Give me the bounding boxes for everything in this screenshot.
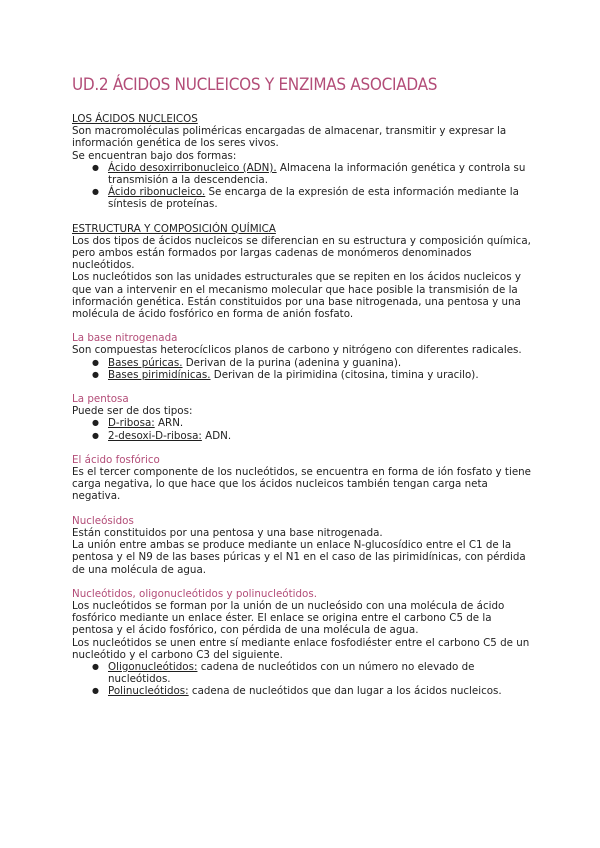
subheading-acido-fosforico: El ácido fosfórico xyxy=(72,453,160,466)
list-item xyxy=(92,685,532,697)
list-text: cadena de nucleótidos con un número no elevado de nucleótidos. xyxy=(108,660,475,686)
paragraph: Los dos tipos de ácidos nucleicos se diferencian en su estructura y composición química, pero ambos están formados por largas cadenas de monómeros denominados nucleótidos. xyxy=(72,234,531,272)
paragraph: Son macromoléculas poliméricas encargadas de almacenar, transmitir y expresar la información genética de los seres vivos. xyxy=(72,125,507,150)
paragraph: Los nucleótidos se unen entre sí mediante enlace fosfodiéster entre el carbono C5 de un nucleótido y el carbono C3 del siguiente. xyxy=(72,636,530,661)
paragraph: Puede ser de dos tipos: xyxy=(72,405,193,418)
list-text: Derivan de la pirimidina (citosina, timina y uracilo). xyxy=(210,368,479,381)
list-term: Bases púricas. xyxy=(108,356,183,369)
bullet-list xyxy=(72,357,532,381)
list-text: ARN. xyxy=(154,417,184,430)
list-term: Polinucleótidos: xyxy=(108,685,189,698)
document-body xyxy=(72,113,532,698)
bullet-list xyxy=(72,417,532,441)
list-term: Bases pirimidínicas. xyxy=(108,368,211,381)
list-text: cadena de nucleótidos que dan lugar a los ácidos nucleicos. xyxy=(188,685,502,698)
list-item xyxy=(92,661,532,685)
paragraph: Es el tercer componente de los nucleótidos, se encuentra en forma de ión fosfato y tiene carga negativa, lo que hace que los ácidos nucleicos también tengan carga neta negativa. xyxy=(72,466,532,503)
list-term: D-ribosa: xyxy=(108,417,155,430)
bullet-list xyxy=(72,162,532,211)
bullet-list xyxy=(72,661,532,698)
subheading-base-nitrogenada: La base nitrogenada xyxy=(72,332,178,345)
list-item xyxy=(92,357,532,369)
list-term: Oligonucleótidos: xyxy=(108,660,198,673)
list-text: Derivan de la purina (adenina y guanina). xyxy=(182,356,402,369)
subheading-nucleotidos: Nucleótidos, oligonucleótidos y polinucleótidos. xyxy=(72,587,317,600)
list-text: Almacena la información genética y controla su transmisión a la descendencia. xyxy=(108,161,526,187)
list-term: 2-desoxi-D-ribosa: xyxy=(108,429,202,442)
list-term: Ácido desoxirribonucleico (ADN). xyxy=(108,161,277,174)
list-text: ADN. xyxy=(201,429,232,442)
section-heading-acidos-nucleicos: LOS ÁCIDOS NUCLEICOS xyxy=(72,113,198,125)
list-term: Ácido ribonucleico. xyxy=(108,186,206,199)
list-item xyxy=(92,186,532,210)
list-item xyxy=(92,417,532,429)
paragraph: Los nucleótidos son las unidades estructurales que se repiten en los ácidos nucleicos y que van a intervenir en el mecanismo molecular que hace posible la transmisión de la información genética. Están constituidos por una base nitrogenada, una pentosa y una molécula de ácido fosfórico en forma de anión fosfato. xyxy=(72,271,521,321)
list-item xyxy=(92,369,532,381)
subheading-pentosa: La pentosa xyxy=(72,393,129,406)
paragraph: Se encuentran bajo dos formas: xyxy=(72,149,237,162)
section-heading-estructura: ESTRUCTURA Y COMPOSICIÓN QUÍMICA xyxy=(72,222,276,235)
paragraph: La unión entre ambas se produce mediante un enlace N-glucosídico entre el C1 de la pentosa y el N9 de las bases púricas y el N1 en el caso de las pirimidínicas, con pérdida de una molécula de agua. xyxy=(72,539,526,576)
list-item xyxy=(92,430,532,442)
page-title: UD.2 ÁCIDOS NUCLEICOS Y ENZIMAS ASOCIADAS xyxy=(72,75,438,95)
paragraph: Los nucleótidos se forman por la unión de un nucleósido con una molécula de ácido fosfórico mediante un enlace éster. El enlace se origina entre el carbono C5 de la pentosa y el ácido fosfórico, con pérdida de una molécula de agua. xyxy=(72,599,505,637)
paragraph: Están constituidos por una pentosa y una base nitrogenada. xyxy=(72,526,383,539)
paragraph: Son compuestas heterocíclicos planos de carbono y nitrógeno con diferentes radicales. xyxy=(72,344,522,357)
subheading-nucleosidos: Nucleósidos xyxy=(72,514,134,527)
list-text: Se encarga de la expresión de esta información mediante la síntesis de proteínas. xyxy=(108,186,519,211)
list-item xyxy=(92,162,532,186)
